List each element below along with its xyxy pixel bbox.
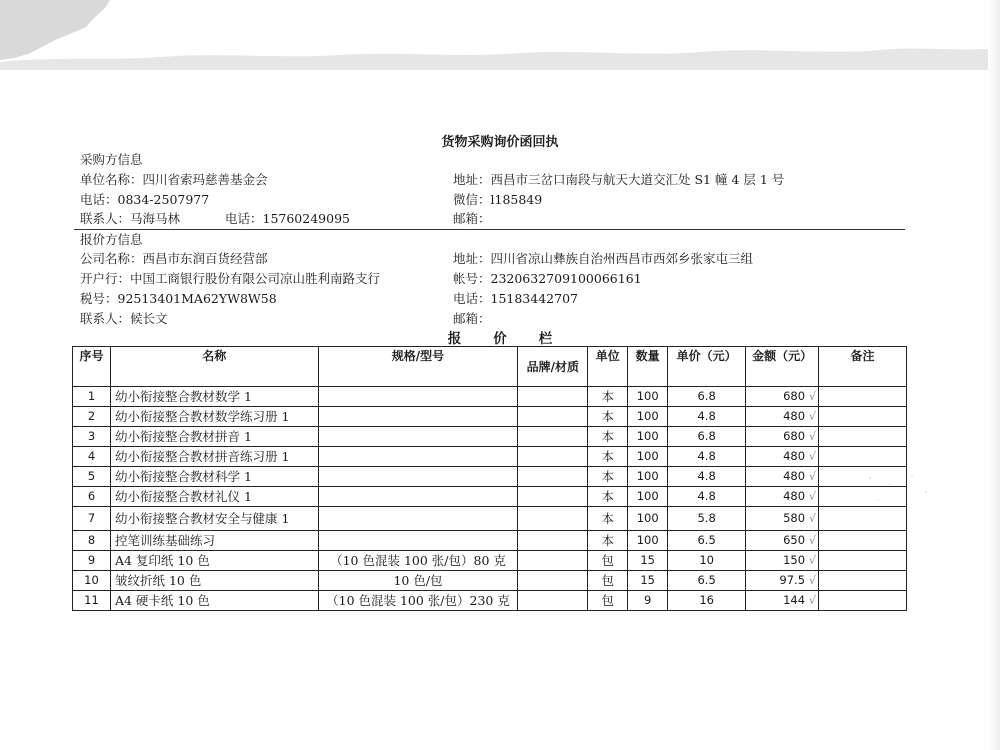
- cell-unit: 本: [588, 427, 628, 447]
- scan-right-edge: [988, 0, 1000, 750]
- cell-unit: 本: [588, 507, 628, 531]
- cell-spec: （10 色混装 100 张/包）80 克: [318, 551, 518, 571]
- cell-brand: [518, 531, 588, 551]
- quote-table-body: [73, 387, 907, 611]
- checkmark-icon: √: [809, 554, 817, 567]
- quote-section-title: [0, 327, 1000, 347]
- section-divider: [74, 229, 905, 230]
- quote-table: [72, 346, 907, 611]
- cell-spec: [318, 427, 518, 447]
- amount-value: 650: [783, 533, 806, 547]
- cell-name: 幼小衔接整合教材礼仪 1: [110, 487, 318, 507]
- cell-unit: 包: [588, 551, 628, 571]
- header-brand: 品牌/材质: [518, 347, 588, 387]
- header-price: 单价（元）: [668, 347, 746, 387]
- checkmark-icon: √: [809, 512, 817, 525]
- quote-title-char: 价: [493, 331, 507, 347]
- cell-brand: [518, 551, 588, 571]
- cell-qty: 15: [628, 551, 668, 571]
- checkmark-icon: √: [809, 390, 817, 403]
- cell-name: 幼小衔接整合教材拼音练习册 1: [110, 447, 318, 467]
- cell-remark: [819, 387, 907, 407]
- checkmark-icon: √: [809, 410, 817, 423]
- cell-remark: [819, 427, 907, 447]
- cell-remark: [819, 507, 907, 531]
- cell-no: 1: [73, 387, 111, 407]
- header-name: 名称: [110, 347, 318, 387]
- cell-qty: 100: [628, 427, 668, 447]
- cell-name: 幼小衔接整合教材拼音 1: [110, 427, 318, 447]
- table-row: [73, 531, 907, 551]
- buyer-email: 邮箱：: [453, 211, 491, 226]
- quoter-company: 公司名称：西昌市东润百货经营部: [80, 251, 268, 266]
- cell-price: 6.5: [668, 571, 746, 591]
- cell-brand: [518, 387, 588, 407]
- cell-name: A4 硬卡纸 10 色: [110, 591, 318, 611]
- amount-value: 150: [783, 553, 806, 567]
- cell-spec: [318, 531, 518, 551]
- cell-qty: 100: [628, 447, 668, 467]
- quote-title-char: 报: [447, 331, 462, 347]
- cell-brand: [518, 467, 588, 487]
- checkmark-icon: √: [809, 430, 817, 443]
- cell-price: 4.8: [668, 467, 746, 487]
- amount-value: 480: [783, 469, 806, 483]
- table-row: [73, 387, 907, 407]
- buyer-unit-name: 单位名称：四川省索玛慈善基金会: [80, 172, 268, 187]
- amount-value: 580: [783, 511, 806, 525]
- header-amount: 金额（元）: [746, 347, 819, 387]
- cell-unit: 本: [588, 487, 628, 507]
- cell-spec: [318, 387, 518, 407]
- cell-unit: 本: [588, 531, 628, 551]
- cell-brand: [518, 407, 588, 427]
- cell-name: 幼小衔接整合教材数学练习册 1: [110, 407, 318, 427]
- cell-price: 6.8: [668, 427, 746, 447]
- cell-remark: [819, 407, 907, 427]
- amount-value: 680: [783, 429, 806, 443]
- cell-price: 6.5: [668, 531, 746, 551]
- checkmark-icon: √: [809, 490, 817, 503]
- quoter-email: 邮箱：: [453, 311, 491, 326]
- cell-unit: 本: [588, 407, 628, 427]
- cell-spec: [318, 467, 518, 487]
- cell-spec: [318, 487, 518, 507]
- cell-price: 10: [668, 551, 746, 571]
- cell-amount: [746, 487, 819, 507]
- checkmark-icon: √: [809, 594, 817, 607]
- cell-price: 5.8: [668, 507, 746, 531]
- checkmark-icon: √: [809, 470, 817, 483]
- cell-spec: [318, 507, 518, 531]
- table-row: [73, 487, 907, 507]
- table-header-row: [73, 347, 907, 387]
- cell-remark: [819, 447, 907, 467]
- quoter-phone: 电话：15183442707: [453, 291, 578, 306]
- quoter-bank: 开户行：中国工商银行股份有限公司凉山胜利南路支行: [80, 271, 381, 286]
- cell-brand: [518, 427, 588, 447]
- table-row: [73, 551, 907, 571]
- amount-value: 144: [783, 593, 806, 607]
- cell-spec: （10 色混装 100 张/包）230 克: [318, 591, 518, 611]
- table-row: [73, 591, 907, 611]
- cell-unit: 包: [588, 591, 628, 611]
- cell-qty: 100: [628, 467, 668, 487]
- document-title: 货物采购询价函回执: [441, 135, 559, 150]
- cell-unit: 本: [588, 467, 628, 487]
- cell-remark: [819, 571, 907, 591]
- header-unit: 单位: [588, 347, 628, 387]
- table-row: [73, 407, 907, 427]
- cell-remark: [819, 591, 907, 611]
- amount-value: 480: [783, 449, 806, 463]
- table-row: [73, 571, 907, 591]
- cell-no: 2: [73, 407, 111, 427]
- cell-spec: 10 色/包: [318, 571, 518, 591]
- cell-qty: 9: [628, 591, 668, 611]
- quoter-contact: 联系人：候长文: [80, 311, 168, 326]
- cell-name: 皱纹折纸 10 色: [110, 571, 318, 591]
- cell-amount: [746, 507, 819, 531]
- cell-no: 5: [73, 467, 111, 487]
- table-row: [73, 467, 907, 487]
- cell-no: 10: [73, 571, 111, 591]
- cell-amount: [746, 571, 819, 591]
- quoter-account: 帐号：2320632709100066161: [453, 271, 642, 286]
- header-qty: 数量: [628, 347, 668, 387]
- cell-amount: [746, 591, 819, 611]
- cell-no: 8: [73, 531, 111, 551]
- cell-name: A4 复印纸 10 色: [110, 551, 318, 571]
- cell-brand: [518, 487, 588, 507]
- cell-no: 11: [73, 591, 111, 611]
- cell-amount: [746, 551, 819, 571]
- cell-price: 4.8: [668, 407, 746, 427]
- cell-spec: [318, 447, 518, 467]
- checkmark-icon: √: [809, 574, 817, 587]
- quoter-tax-id: 税号：92513401MA62YW8W58: [80, 291, 277, 306]
- quote-title-char: 栏: [538, 331, 553, 347]
- cell-amount: [746, 531, 819, 551]
- table-row: [73, 507, 907, 531]
- cell-name: 幼小衔接整合教材安全与健康 1: [110, 507, 318, 531]
- cell-price: 16: [668, 591, 746, 611]
- cell-amount: [746, 427, 819, 447]
- cell-price: 4.8: [668, 447, 746, 467]
- cell-qty: 100: [628, 487, 668, 507]
- cell-no: 3: [73, 427, 111, 447]
- cell-amount: [746, 387, 819, 407]
- quoter-section-label: 报价方信息: [80, 232, 143, 247]
- quoter-address: 地址：四川省凉山彝族自治州西昌市西郊乡张家屯三组: [453, 251, 754, 266]
- cell-qty: 100: [628, 387, 668, 407]
- checkmark-icon: √: [809, 450, 817, 463]
- cell-unit: 本: [588, 447, 628, 467]
- cell-brand: [518, 571, 588, 591]
- cell-price: 4.8: [668, 487, 746, 507]
- cell-name: 幼小衔接整合教材数学 1: [110, 387, 318, 407]
- cell-remark: [819, 531, 907, 551]
- amount-value: 480: [783, 409, 806, 423]
- torn-paper-edge: [0, 0, 1000, 70]
- cell-remark: [819, 551, 907, 571]
- cell-brand: [518, 507, 588, 531]
- cell-amount: [746, 467, 819, 487]
- table-row: [73, 447, 907, 467]
- amount-value: 97.5: [779, 573, 806, 587]
- cell-qty: 100: [628, 407, 668, 427]
- cell-name: 控笔训练基础练习: [110, 531, 318, 551]
- cell-brand: [518, 591, 588, 611]
- cell-unit: 本: [588, 387, 628, 407]
- buyer-phone: 电话：0834-2507977: [80, 192, 210, 207]
- header-remark: 备注: [819, 347, 907, 387]
- header-spec: 规格/型号: [318, 347, 518, 387]
- cell-spec: [318, 407, 518, 427]
- cell-no: 6: [73, 487, 111, 507]
- cell-brand: [518, 447, 588, 467]
- buyer-section-label: 采购方信息: [80, 152, 143, 167]
- cell-no: 7: [73, 507, 111, 531]
- cell-price: 6.8: [668, 387, 746, 407]
- checkmark-icon: √: [809, 534, 817, 547]
- buyer-contact: 联系人：马海马林: [80, 211, 181, 226]
- cell-unit: 包: [588, 571, 628, 591]
- cell-name: 幼小衔接整合教材科学 1: [110, 467, 318, 487]
- amount-value: 480: [783, 489, 806, 503]
- cell-amount: [746, 407, 819, 427]
- cell-qty: 100: [628, 531, 668, 551]
- cell-qty: 100: [628, 507, 668, 531]
- amount-value: 680: [783, 389, 806, 403]
- cell-amount: [746, 447, 819, 467]
- buyer-wechat: 微信：l185849: [453, 192, 543, 207]
- cell-qty: 15: [628, 571, 668, 591]
- buyer-address: 地址：西昌市三岔口南段与航天大道交汇处 S1 幢 4 层 1 号: [453, 172, 785, 187]
- scan-noise-specks: [860, 470, 940, 510]
- cell-no: 9: [73, 551, 111, 571]
- header-no: 序号: [73, 347, 111, 387]
- cell-no: 4: [73, 447, 111, 467]
- table-row: [73, 427, 907, 447]
- buyer-contact-phone: 电话：15760249095: [225, 211, 350, 226]
